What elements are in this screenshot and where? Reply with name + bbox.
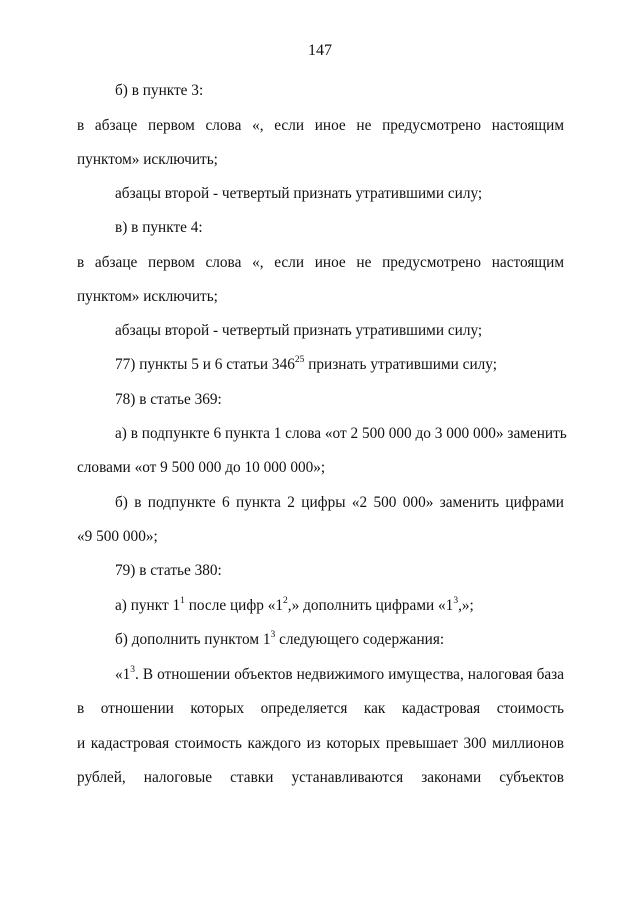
paragraph-line bbox=[115, 666, 564, 684]
paragraph-line: в отношении которых определяется как кадастровая стоимость bbox=[77, 700, 564, 717]
superscript: 2 bbox=[283, 595, 288, 606]
line-text: ,» дополнить цифрами «1 bbox=[287, 597, 454, 614]
line-text: признать утратившими силу; bbox=[304, 356, 497, 373]
paragraph-line: рублей, налоговые ставки устанавливаются законами субъектов bbox=[77, 769, 564, 786]
paragraph-line: в) в пункте 4: bbox=[115, 219, 203, 236]
superscript: 3 bbox=[270, 629, 276, 640]
paragraph-line bbox=[115, 631, 444, 649]
paragraph-line: и кадастровая стоимость каждого из которых превышает 300 миллионов bbox=[77, 735, 564, 752]
paragraph-line: абзацы второй - четвертый признать утратившими силу; bbox=[115, 185, 483, 202]
paragraph-line: б) в подпункте 6 пункта 2 цифры «2 500 000» заменить цифрами bbox=[115, 494, 564, 511]
line-text: следующего содержания: bbox=[275, 631, 445, 648]
paragraph-line: а) в подпункте 6 пункта 1 слова «от 2 500 000 до 3 000 000» заменить bbox=[115, 425, 567, 442]
page-number: 147 bbox=[308, 42, 332, 59]
line-text: «1 bbox=[115, 666, 131, 683]
paragraph-line: абзацы второй - четвертый признать утратившими силу; bbox=[115, 322, 483, 339]
paragraph-line: б) в пункте 3: bbox=[115, 82, 204, 99]
superscript: 3 bbox=[453, 595, 459, 606]
paragraph-line: в абзаце первом слова «, если иное не предусмотрено настоящим bbox=[77, 254, 564, 271]
paragraph-line: 79) в статье 380: bbox=[115, 562, 222, 579]
paragraph-line: пунктом» исключить; bbox=[77, 288, 218, 305]
line-text: . В отношении объектов недвижимого имущества, налоговая база bbox=[135, 666, 564, 683]
superscript: 3 bbox=[130, 664, 136, 675]
line-text: после цифр «1 bbox=[184, 597, 284, 614]
paragraph-line: словами «от 9 500 000 до 10 000 000»; bbox=[77, 459, 326, 476]
paragraph-line bbox=[115, 597, 474, 615]
paragraph-line: пунктом» исключить; bbox=[77, 151, 218, 168]
paragraph-line: «9 500 000»; bbox=[77, 528, 158, 545]
paragraph-line: 78) в статье 369: bbox=[115, 391, 222, 408]
line-text: 77) пункты 5 и 6 статьи 346 bbox=[115, 356, 295, 373]
line-text: б) дополнить пунктом 1 bbox=[115, 631, 271, 648]
superscript: 1 bbox=[180, 595, 185, 606]
paragraph-line: в абзаце первом слова «, если иное не предусмотрено настоящим bbox=[77, 117, 564, 134]
line-text: ,»; bbox=[458, 597, 474, 614]
superscript: 25 bbox=[294, 354, 305, 365]
line-text: а) пункт 1 bbox=[115, 597, 181, 614]
paragraph-line bbox=[115, 356, 497, 374]
